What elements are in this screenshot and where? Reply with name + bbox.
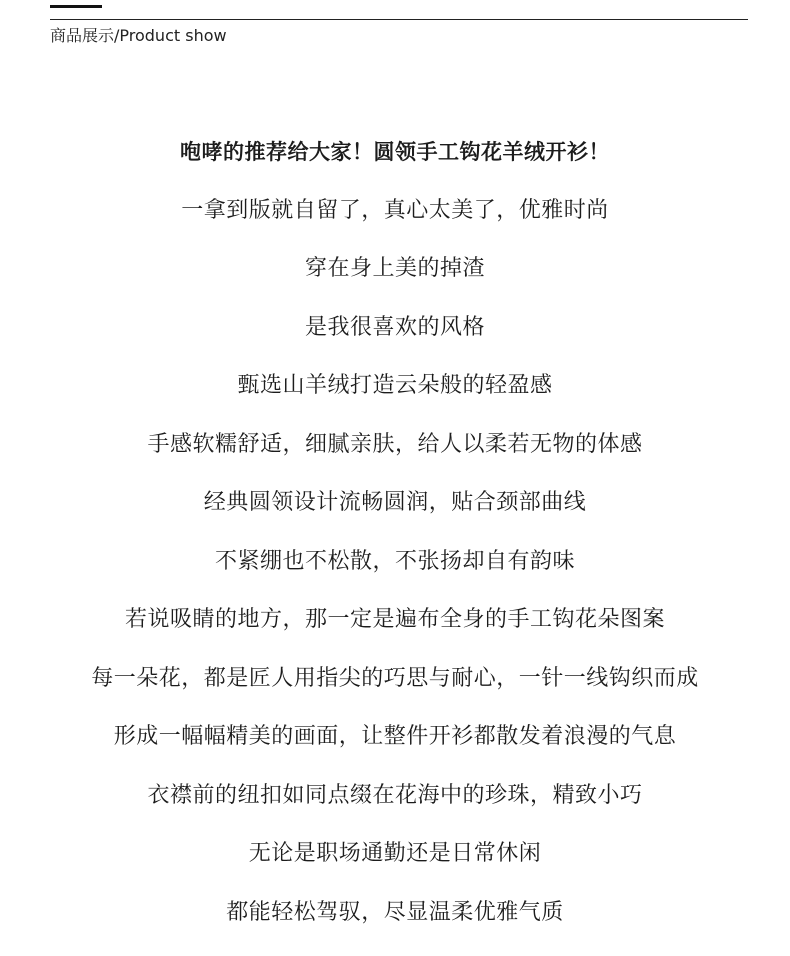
product-description <box>0 130 790 949</box>
description-line: 每一朵花，都是匠人用指尖的巧思与耐心，一针一线钩织而成 <box>91 665 699 691</box>
section-title: 商品展示/Product show <box>50 26 227 45</box>
description-headline: 咆哮的推荐给大家！圆领手工钩花羊绒开衫！ <box>180 140 610 164</box>
description-line: 甄选山羊绒打造云朵般的轻盈感 <box>237 373 553 398</box>
description-line: 无论是职场通勤还是日常休闲 <box>248 841 542 866</box>
description-line: 形成一幅幅精美的画面，让整件开衫都散发着浪漫的气息 <box>113 724 677 749</box>
header-accent-bar <box>50 5 102 8</box>
description-line: 衣襟前的纽扣如同点缀在花海中的珍珠，精致小巧 <box>147 782 643 808</box>
description-line: 不紧绷也不松散，不张扬却自有韵味 <box>214 548 575 574</box>
description-line: 经典圆领设计流畅圆润，贴合颈部曲线 <box>203 490 587 515</box>
description-line: 穿在身上美的掉渣 <box>304 256 485 281</box>
description-line: 是我很喜欢的风格 <box>304 314 485 340</box>
header-divider <box>50 19 748 20</box>
description-line: 若说吸睛的地方，那一定是遍布全身的手工钩花朵图案 <box>124 607 665 632</box>
description-line: 都能轻松驾驭，尽显温柔优雅气质 <box>226 899 564 925</box>
description-line: 一拿到版就自留了，真心太美了，优雅时尚 <box>181 197 609 223</box>
description-line: 手感软糯舒适，细腻亲肤，给人以柔若无物的体感 <box>147 431 643 457</box>
